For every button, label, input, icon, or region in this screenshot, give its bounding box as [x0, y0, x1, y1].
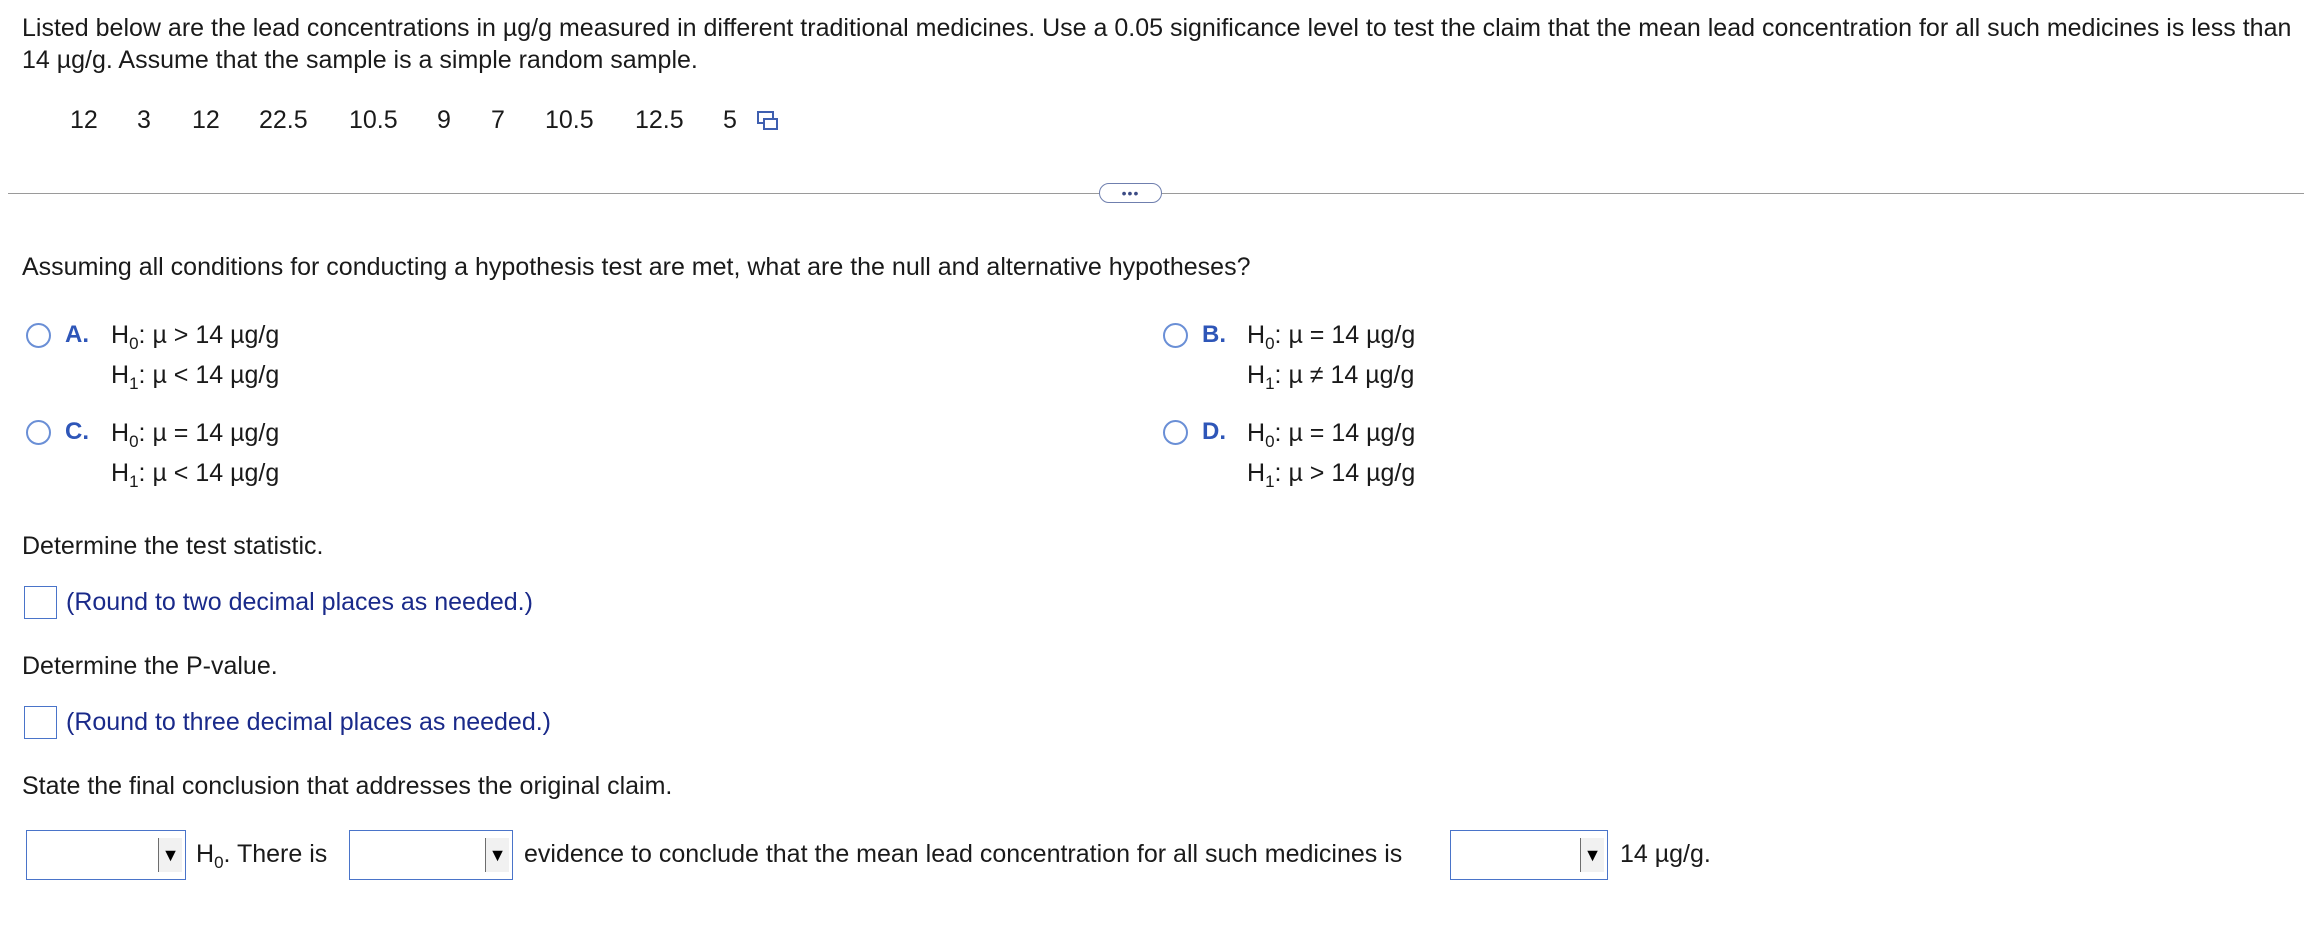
- data-value: 3: [137, 106, 151, 134]
- data-value: 12.5: [635, 106, 684, 134]
- option-b-h1: [1247, 355, 1414, 398]
- h-symbol: H: [111, 459, 130, 487]
- option-b-letter: B.: [1202, 321, 1226, 348]
- option-b-h0-relation: µ = 14 µg/g: [1288, 321, 1416, 349]
- option-b-h0: [1247, 315, 1415, 358]
- dropdown-arrow-icon: ▼: [158, 838, 182, 872]
- option-a-h1: [111, 355, 279, 398]
- data-value: 7: [491, 106, 505, 134]
- h-subscript: 0: [214, 853, 224, 872]
- data-value: 12: [70, 106, 98, 134]
- test-statistic-hint: (Round to two decimal places as needed.): [66, 588, 533, 616]
- h-symbol: H: [111, 321, 130, 349]
- h-subscript: 1: [1265, 472, 1275, 491]
- h-symbol: H: [1247, 361, 1266, 389]
- data-value: 12: [192, 106, 220, 134]
- option-c-h1: [111, 453, 279, 496]
- option-c-radio[interactable]: [26, 420, 51, 445]
- h-symbol: H: [1247, 459, 1266, 487]
- option-a-h0: [111, 315, 279, 358]
- data-value: 10.5: [545, 106, 594, 134]
- question-hypotheses-prompt: Assuming all conditions for conducting a hypothesis test are met, what are the null and alternative hypotheses?: [22, 253, 1251, 281]
- colon: :: [138, 361, 146, 389]
- h-symbol: H: [196, 840, 215, 868]
- option-a-letter: A.: [65, 321, 89, 348]
- test-statistic-input[interactable]: [24, 586, 57, 619]
- option-c-h0: [111, 413, 279, 456]
- option-a-h1-relation: µ < 14 µg/g: [152, 361, 280, 389]
- dropdown-arrow-icon: ▼: [1580, 838, 1604, 872]
- p-value-input[interactable]: [24, 706, 57, 739]
- colon: :: [1274, 321, 1282, 349]
- dropdown-arrow-icon: ▼: [485, 838, 509, 872]
- data-value: 10.5: [349, 106, 398, 134]
- option-c-h0-relation: µ = 14 µg/g: [152, 419, 280, 447]
- data-value: 5: [723, 106, 737, 134]
- h-subscript: 1: [1265, 374, 1275, 393]
- option-b-h1-relation: µ ≠ 14 µg/g: [1288, 361, 1415, 389]
- h-subscript: 0: [1265, 432, 1275, 451]
- option-a-radio[interactable]: [26, 323, 51, 348]
- h-symbol: H: [111, 419, 130, 447]
- colon: :: [1274, 361, 1282, 389]
- problem-statement: Listed below are the lead concentrations in µg/g measured in different traditional medicines. Use a 0.05 significance level to test the claim that the mean lead concentration for all such medicines is less than 14 µg/g. Assume that the sample is a simple random sample.: [22, 14, 2292, 74]
- option-d-h1: [1247, 453, 1415, 496]
- p-value-hint: (Round to three decimal places as needed.): [66, 708, 552, 736]
- h-subscript: 1: [129, 374, 139, 393]
- colon: :: [1274, 459, 1282, 487]
- h-symbol: H: [111, 361, 130, 389]
- h-subscript: 1: [129, 472, 139, 491]
- option-d-h1-relation: µ > 14 µg/g: [1288, 459, 1416, 487]
- h-symbol: H: [1247, 321, 1266, 349]
- data-value: 22.5: [259, 106, 308, 134]
- option-d-h0: [1247, 413, 1415, 456]
- option-c-letter: C.: [65, 418, 89, 445]
- expand-button[interactable]: •••: [1099, 183, 1162, 203]
- option-d-radio[interactable]: [1163, 420, 1188, 445]
- conclusion-middle-text: evidence to conclude that the mean lead concentration for all such medicines is: [524, 840, 1403, 868]
- reject-decision-select[interactable]: [26, 830, 186, 880]
- option-a-h0-relation: µ > 14 µg/g: [152, 321, 280, 349]
- option-d-letter: D.: [1202, 418, 1226, 445]
- question-test-statistic-prompt: Determine the test statistic.: [22, 532, 324, 560]
- option-d-h0-relation: µ = 14 µg/g: [1288, 419, 1416, 447]
- h-subscript: 0: [129, 334, 139, 353]
- data-value: 9: [437, 106, 451, 134]
- conclusion-end-text: 14 µg/g.: [1620, 840, 1711, 868]
- colon: :: [138, 321, 146, 349]
- question-p-value-prompt: Determine the P-value.: [22, 652, 278, 680]
- option-b-radio[interactable]: [1163, 323, 1188, 348]
- copy-data-icon[interactable]: [757, 110, 779, 132]
- conclusion-h0-text: [196, 838, 327, 873]
- option-c-h1-relation: µ < 14 µg/g: [152, 459, 280, 487]
- colon: :: [1274, 419, 1282, 447]
- question-conclusion-prompt: State the final conclusion that addresses the original claim.: [22, 772, 673, 800]
- evidence-select[interactable]: [349, 830, 513, 880]
- comparison-select[interactable]: [1450, 830, 1608, 880]
- h-subscript: 0: [129, 432, 139, 451]
- h-symbol: H: [1247, 419, 1266, 447]
- conclusion-there-is-text: . There is: [223, 840, 328, 868]
- colon: :: [138, 459, 146, 487]
- colon: :: [138, 419, 146, 447]
- h-subscript: 0: [1265, 334, 1275, 353]
